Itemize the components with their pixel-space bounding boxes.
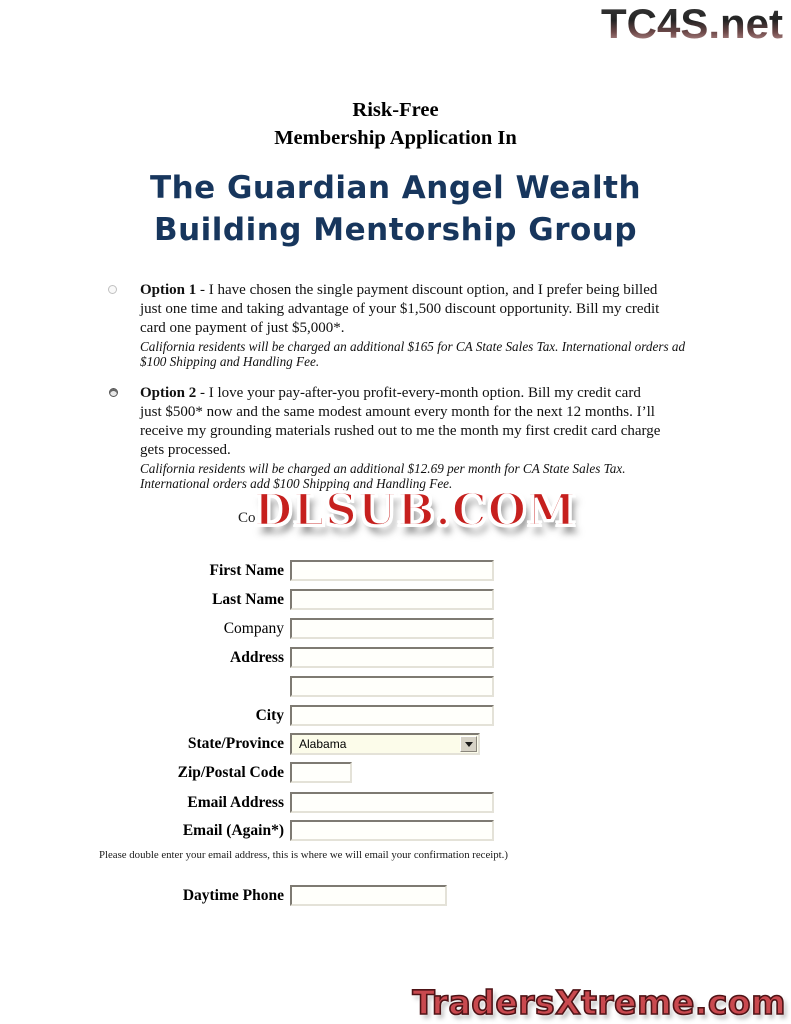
email-again-input[interactable]	[290, 820, 494, 841]
tc4s-logo[interactable]: TC4S.net	[600, 0, 783, 47]
address-input[interactable]	[290, 647, 494, 668]
phone-input[interactable]	[290, 885, 447, 906]
option2-text: Option 2 - I love your pay-after-you profit-every-month option. Bill my credit card	[140, 385, 641, 401]
email-label: Email Address	[187, 793, 284, 811]
form-subtitle	[0, 96, 791, 152]
email-row	[95, 792, 494, 813]
zip-input[interactable]	[290, 762, 352, 783]
zip-row	[95, 762, 352, 783]
last-name-row	[95, 589, 494, 610]
address-label: Address	[230, 648, 284, 666]
state-select[interactable]	[290, 733, 480, 755]
state-row	[95, 733, 480, 755]
email-again-row	[95, 820, 494, 841]
zip-label: Zip/Postal Code	[177, 763, 284, 781]
option1-block: Option 1 - I have chosen the single payment discount option, and I prefer being billed just one time and taking advantage of your $1,500 discount opportunity. Bill my credit card one payment of just $5,000*. California residents will be charged an additional $165 for CA State Sales Tax. International orders ad $100 Shipping and Handling Fee.	[140, 282, 686, 369]
chevron-down-icon[interactable]	[460, 736, 477, 752]
option2-label: Option 2	[140, 385, 197, 401]
last-name-input[interactable]	[290, 589, 494, 610]
option1-tax-note: California residents will be charged an additional $165 for CA State Sales Tax. International orders ad $100 Shipping and Handling Fee.	[140, 339, 686, 369]
dlsub-watermark: DLSUB.COM	[254, 485, 577, 536]
phone-row	[95, 885, 447, 906]
company-input[interactable]	[290, 618, 494, 639]
obscured-text-fragment: Co	[238, 510, 256, 526]
option1-radio[interactable]	[108, 285, 117, 294]
email-again-label: Email (Again*)	[182, 821, 284, 839]
city-row	[95, 705, 494, 726]
last-name-label: Last Name	[212, 590, 284, 608]
option1-text: Option 1 - I have chosen the single payment discount option, and I prefer being billed	[140, 282, 658, 298]
page-title	[0, 167, 791, 251]
address2-row	[95, 676, 494, 697]
subtitle-line1: Risk-Free	[352, 99, 439, 121]
option2-block: Option 2 - I love your pay-after-you profit-every-month option. Bill my credit card just $500* now and the same modest amount every month for the next 12 months. I’ll receive my grounding materials rushed out to me the month my first credit card charge gets processed. California residents will be charged an additional $12.69 per month for CA State Sales Tax. International orders add $100 Shipping and Handling Fee.	[140, 385, 661, 491]
option2-radio[interactable]	[109, 388, 118, 397]
email-input[interactable]	[290, 792, 494, 813]
company-label: Company	[223, 619, 284, 637]
city-input[interactable]	[290, 705, 494, 726]
title-line2: Building Mentorship Group	[153, 212, 638, 248]
first-name-row	[95, 560, 494, 581]
address-row	[95, 647, 494, 668]
title-line1: The Guardian Angel Wealth	[149, 170, 642, 206]
state-label: State/Province	[187, 735, 284, 752]
email-confirmation-note: Please double enter your email address, this is where we will email your confirmation receipt.)	[99, 849, 508, 861]
subtitle-line2: Membership Application In	[274, 127, 517, 149]
option1-label: Option 1	[140, 282, 197, 298]
tradersxtreme-logo[interactable]: TradersXtreme.com	[412, 983, 786, 1022]
state-selected-value: Alabama	[299, 737, 347, 751]
option2-tax-note: California residents will be charged an additional $12.69 per month for CA State Sales Tax. International orders add $100 Shipping and Handling Fee.	[140, 461, 626, 491]
city-label: City	[255, 706, 284, 724]
first-name-input[interactable]	[290, 560, 494, 581]
company-row	[95, 618, 494, 639]
address2-input[interactable]	[290, 676, 494, 697]
phone-label: Daytime Phone	[182, 886, 284, 904]
first-name-label: First Name	[209, 561, 284, 579]
